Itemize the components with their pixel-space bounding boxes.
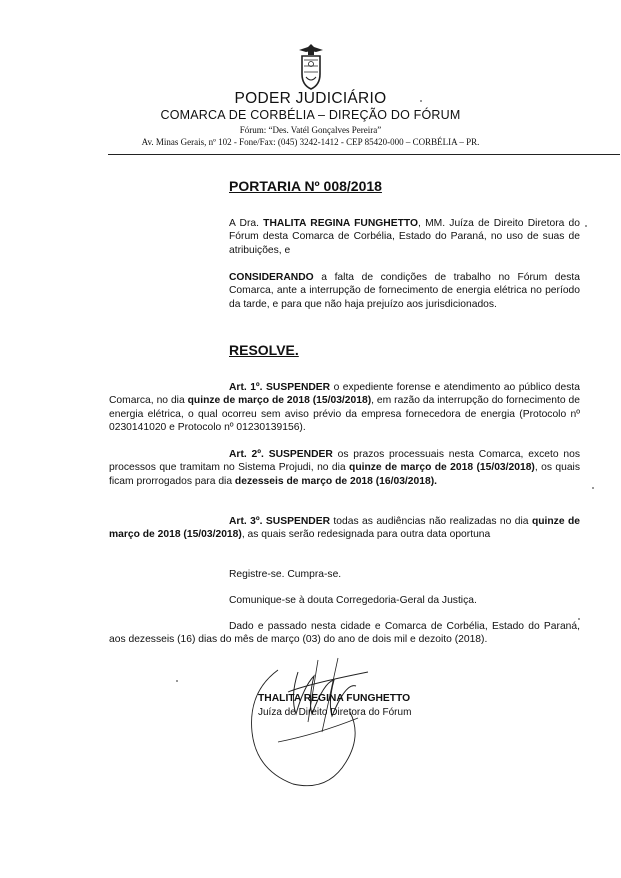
signer-title: Juíza de Direito Diretora do Fórum bbox=[258, 707, 412, 718]
scan-speck bbox=[585, 225, 587, 227]
article-1: Art. 1º. SUSPENDER o expediente forense e atendimento ao público desta Comarca, no dia quinze de março de 2018 (15/03/2018), em razão da interrupção do fornecimento de energia elétrica, o qual ocorreu sem aviso prévio da empresa fornecedora de energia (Protocolo nº 0230141020 e Protocolo nº 01230139156). bbox=[109, 382, 580, 434]
scan-speck bbox=[420, 100, 422, 102]
registre-line: Registre-se. Cumpra-se. bbox=[229, 569, 342, 580]
judge-name: THALITA REGINA FUNGHETTO bbox=[263, 218, 419, 229]
considerando-paragraph: CONSIDERANDO a falta de condições de trabalho no Fórum desta Comarca, ante a interrupção de fornecimento de energia elétrica no período da tarde, e para que não haja prejuízo aos jurisdicionados. bbox=[229, 272, 580, 310]
header-poder: PODER JUDICIÁRIO bbox=[234, 90, 387, 107]
scan-speck bbox=[578, 618, 580, 620]
scan-speck bbox=[592, 487, 594, 489]
header-address: Av. Minas Gerais, nº 102 - Fone/Fax: (045) 3242-1412 - CEP 85420-000 – CORBÉLIA – PR. bbox=[141, 137, 480, 147]
coat-of-arms-icon bbox=[296, 42, 326, 92]
resolve-heading: RESOLVE. bbox=[229, 342, 299, 358]
dado-paragraph: Dado e passado nesta cidade e Comarca de Corbélia, Estado do Paraná, aos dezesseis (16) dias do mês de março (03) do ano de dois mil e dezoito (2018). bbox=[109, 621, 580, 646]
intro-paragraph: A Dra. THALITA REGINA FUNGHETTO, MM. Juíza de Direito Diretora do Fórum desta Comarca de Corbélia, Estado do Paraná, no uso de suas de atribuições, e bbox=[229, 218, 581, 256]
comunique-line: Comunique-se à douta Corregedoria-Geral da Justiça. bbox=[229, 595, 477, 606]
header-comarca: COMARCA DE CORBÉLIA – DIREÇÃO DO FÓRUM bbox=[160, 108, 461, 122]
signature-scribble bbox=[238, 652, 388, 792]
scan-speck bbox=[176, 680, 178, 682]
document-title: PORTARIA Nº 008/2018 bbox=[229, 178, 382, 194]
signer-name: THALITA REGINA FUNGHETTO bbox=[258, 693, 411, 704]
header-forum: Fórum: “Des. Vatél Gonçalves Pereira” bbox=[239, 125, 382, 135]
header-divider bbox=[108, 154, 620, 155]
article-3: Art. 3º. SUSPENDER todas as audiências não realizadas no dia quinze de março de 2018 (15/03/2018), as quais serão redesignada para outra data oportuna bbox=[109, 516, 580, 541]
article-2: Art. 2º. SUSPENDER os prazos processuais nesta Comarca, exceto nos processos que tramitam no Sistema Projudi, no dia quinze de março de 2018 (15/03/2018), os quais ficam prorrogados para dia dezesseis de março de 2018 (16/03/2018). bbox=[109, 449, 580, 487]
